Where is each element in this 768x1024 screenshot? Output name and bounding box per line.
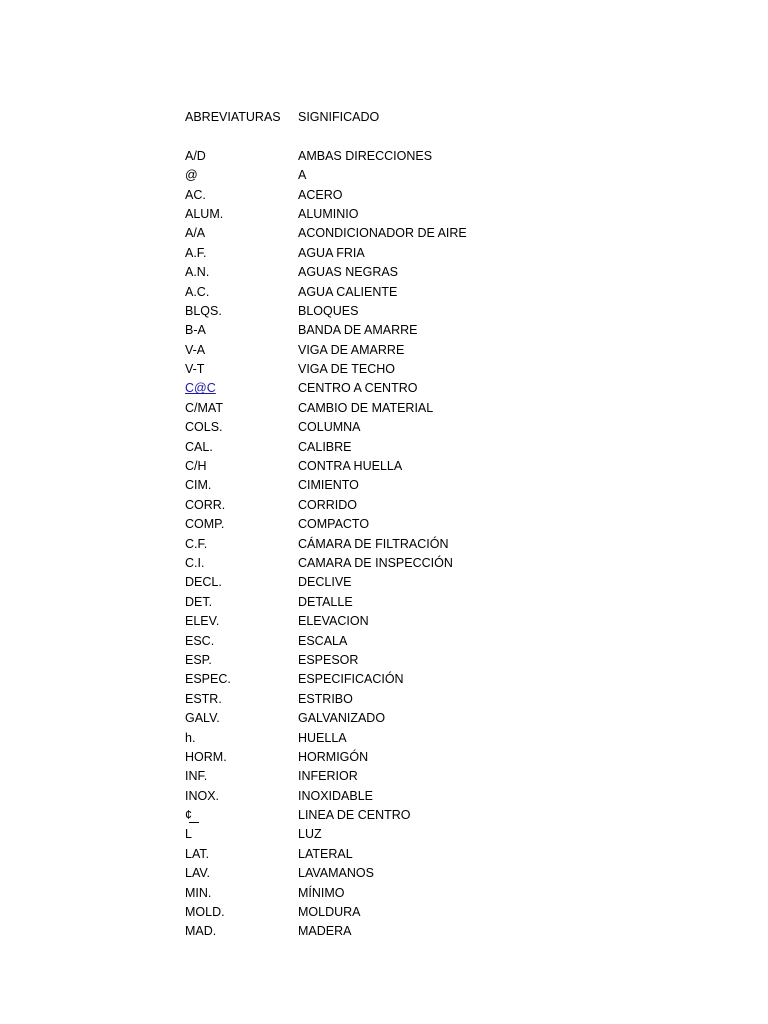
meaning-cell: ELEVACION [298, 614, 369, 629]
abbreviation-cell: CAL. [185, 439, 213, 454]
meaning-cell: CIMIENTO [298, 478, 359, 493]
table-row [185, 864, 585, 883]
meaning-cell: CORRIDO [298, 497, 358, 512]
meaning-cell: ESTRIBO [298, 691, 353, 706]
table-row [185, 845, 585, 864]
table-row [185, 573, 585, 592]
meaning-cell: VIGA DE TECHO [298, 362, 396, 377]
table-row [185, 224, 585, 243]
abbreviation-cell: ESC. [185, 633, 215, 648]
meaning-cell: CÁMARA DE FILTRACIÓN [298, 536, 449, 551]
meaning-cell: CONTRA HUELLA [298, 459, 403, 474]
table-row [185, 535, 585, 554]
abbreviation-cell: LAV. [185, 866, 211, 881]
table-row [185, 321, 585, 340]
meaning-cell: ACERO [298, 187, 343, 202]
abbreviation-cell: BLQS. [185, 303, 222, 318]
table-row [185, 729, 585, 748]
table-row [185, 884, 585, 903]
meaning-cell: INOXIDABLE [298, 788, 374, 803]
abbreviation-cell: h. [185, 730, 196, 745]
meaning-cell: LUZ [298, 827, 322, 842]
centerline-underline [189, 822, 199, 823]
table-row [185, 263, 585, 282]
abbreviation-cell: A.F. [185, 245, 207, 260]
table-row [185, 787, 585, 806]
abbreviation-cell: V-T [185, 362, 205, 377]
abbreviation-cell: A.N. [185, 265, 210, 280]
abbreviation-table [185, 108, 585, 942]
meaning-cell: AMBAS DIRECCIONES [298, 148, 433, 163]
meaning-cell: LAVAMANOS [298, 866, 374, 881]
table-row [185, 283, 585, 302]
meaning-cell: AGUA FRIA [298, 245, 365, 260]
abbreviation-cell: INOX. [185, 788, 220, 803]
abbreviation-cell: INF. [185, 769, 208, 784]
abbreviation-cell: V-A [185, 342, 206, 357]
abbreviation-rows [185, 147, 585, 942]
table-row [185, 476, 585, 495]
abbreviation-cell: DET. [185, 594, 213, 609]
abbreviation-cell: C.F. [185, 536, 208, 551]
meaning-cell: AGUA CALIENTE [298, 284, 398, 299]
header-spacer [185, 127, 585, 146]
table-row [185, 418, 585, 437]
table-row [185, 690, 585, 709]
table-row [185, 457, 585, 476]
meaning-cell: MOLDURA [298, 905, 361, 920]
table-row [185, 360, 585, 379]
abbreviation-cell: GALV. [185, 711, 220, 726]
meaning-cell: VIGA DE AMARRE [298, 342, 405, 357]
abbreviation-cell: AC. [185, 187, 206, 202]
meaning-cell: CAMBIO DE MATERIAL [298, 400, 434, 415]
meaning-cell: GALVANIZADO [298, 711, 386, 726]
table-row [185, 632, 585, 651]
abbreviation-cell: CORR. [185, 497, 226, 512]
table-row [185, 670, 585, 689]
table-row [185, 612, 585, 631]
table-row [185, 399, 585, 418]
table-row [185, 341, 585, 360]
meaning-cell: HORMIGÓN [298, 749, 369, 764]
abbreviation-cell: DECL. [185, 575, 222, 590]
table-row [185, 302, 585, 321]
table-header [185, 108, 585, 127]
meaning-cell: DETALLE [298, 594, 353, 609]
table-row [185, 166, 585, 185]
table-row [185, 903, 585, 922]
meaning-cell: CENTRO A CENTRO [298, 381, 418, 396]
abbreviation-cell: MOLD. [185, 905, 225, 920]
meaning-cell: ESPECIFICACIÓN [298, 672, 404, 687]
abbreviation-cell: C/MAT [185, 400, 223, 415]
abbreviations-column-header: ABREVIATURAS [185, 110, 281, 124]
meaning-column-header: SIGNIFICADO [298, 110, 380, 124]
meaning-cell: MADERA [298, 924, 352, 939]
table-row [185, 205, 585, 224]
table-row [185, 244, 585, 263]
abbreviation-cell: MAD. [185, 924, 217, 939]
table-row [185, 147, 585, 166]
abbreviation-cell: ALUM. [185, 206, 224, 221]
table-row [185, 748, 585, 767]
table-row [185, 767, 585, 786]
meaning-cell: INFERIOR [298, 769, 358, 784]
meaning-cell: CALIBRE [298, 439, 352, 454]
meaning-cell: COMPACTO [298, 517, 370, 532]
abbreviation-cell: A.C. [185, 284, 210, 299]
table-row [185, 806, 585, 825]
abbreviation-cell: MIN. [185, 885, 212, 900]
abbreviation-cell: CIM. [185, 478, 212, 493]
table-row [185, 651, 585, 670]
table-row [185, 922, 585, 941]
meaning-cell: BLOQUES [298, 303, 359, 318]
abbreviation-cell: C.I. [185, 555, 205, 570]
abbreviation-cell: HORM. [185, 749, 227, 764]
abbreviation-cell: A/D [185, 148, 206, 163]
abbreviation-cell: B-A [185, 323, 206, 338]
abbreviation-cell: ESP. [185, 652, 212, 667]
meaning-cell: AGUAS NEGRAS [298, 265, 399, 280]
meaning-cell: CAMARA DE INSPECCIÓN [298, 555, 453, 570]
abbreviation-cell: ESPEC. [185, 672, 231, 687]
meaning-cell: MÍNIMO [298, 885, 345, 900]
abbreviation-cell: L [185, 827, 192, 842]
meaning-cell: ACONDICIONADOR DE AIRE [298, 226, 467, 241]
table-row [185, 825, 585, 844]
meaning-cell: COLUMNA [298, 420, 361, 435]
abbreviation-cell: COMP. [185, 517, 225, 532]
meaning-cell: HUELLA [298, 730, 347, 745]
table-row [185, 515, 585, 534]
abbreviation-link[interactable]: C@C [185, 381, 216, 396]
meaning-cell: DECLIVE [298, 575, 352, 590]
table-row [185, 438, 585, 457]
table-row [185, 709, 585, 728]
table-row [185, 186, 585, 205]
meaning-cell: A [298, 168, 307, 183]
abbreviation-cell: C/H [185, 459, 207, 474]
abbreviation-cell: ELEV. [185, 614, 220, 629]
meaning-cell: LINEA DE CENTRO [298, 808, 411, 823]
centerline-symbol: ¢ [185, 806, 298, 825]
abbreviation-cell: ESTR. [185, 691, 222, 706]
meaning-cell: ALUMINIO [298, 206, 359, 221]
table-row [185, 554, 585, 573]
table-row [185, 496, 585, 515]
abbreviation-cell: A/A [185, 226, 206, 241]
meaning-cell: ESCALA [298, 633, 348, 648]
abbreviation-cell: LAT. [185, 846, 210, 861]
abbreviation-cell: COLS. [185, 420, 223, 435]
table-row [185, 593, 585, 612]
table-row [185, 379, 585, 398]
meaning-cell: ESPESOR [298, 652, 359, 667]
abbreviation-cell: @ [185, 168, 198, 183]
meaning-cell: BANDA DE AMARRE [298, 323, 418, 338]
meaning-cell: LATERAL [298, 846, 353, 861]
